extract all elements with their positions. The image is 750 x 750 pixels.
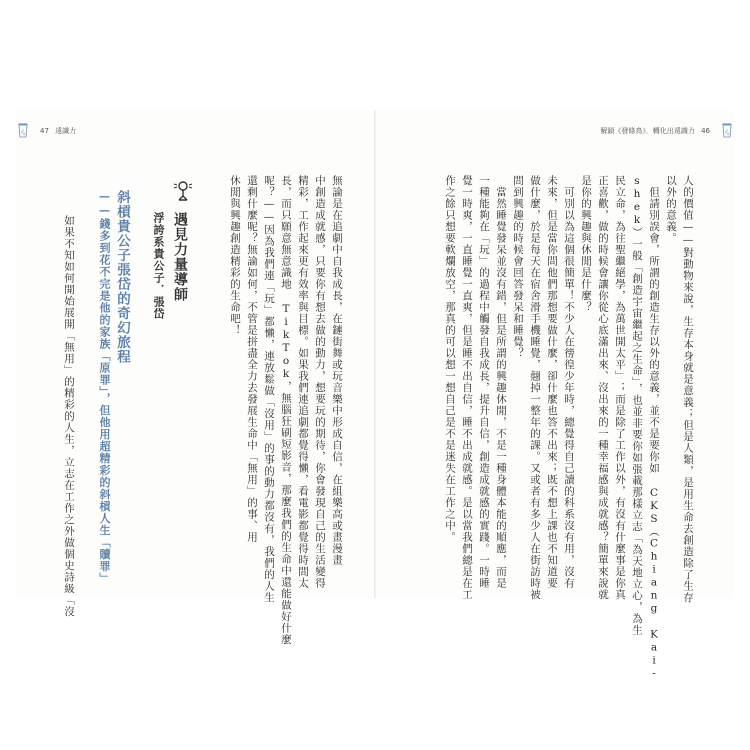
text-column: 無論是在追劇中自我成長，在鏈街舞或玩音樂中形成自信，在組樂高或畫漫畫: [331, 175, 343, 566]
text-column: 精彩，工作起來更有效率與目標。如果我們連追劇都覺得懶，看電影都覺得時間太: [297, 175, 309, 589]
text-column: 民立命，為往聖繼絕學，為萬世開太平」；而是除了工作以外，有沒有什麼事是你真: [614, 175, 626, 601]
text-column: 作之餘只想要軟爛放空，那真的可以想一想自己是不是迷失在工作之中。: [444, 175, 456, 543]
text-column: 還剩什麼呢？無論如何，不管是拼盡全力去發展生命中「無用」的事、用: [246, 175, 258, 543]
cup-icon-left: [18, 122, 28, 138]
page-gutter: [374, 110, 376, 598]
chain-link-icon: [172, 180, 194, 206]
cup-icon-right: [722, 122, 732, 138]
text-column: 覺一時爽，一直睡覺一直爽，但是睡不出自信，睡不出成就感。是以當我們總是在工: [461, 175, 473, 601]
left-page-header: [36, 126, 76, 138]
text-column: 以外的意義。: [665, 175, 677, 244]
right-running-title: 解鎖《發條鳥》．轉化出遠識力: [600, 127, 695, 135]
text-column: 問到興趣的時候會回答發呆和睡覺？: [512, 175, 524, 359]
text-column: shek）一般「創造宇宙繼起之生命」，也並非要你如張載那樣立志「為天地立心，為生: [631, 175, 643, 636]
right-page-number: 46: [701, 127, 710, 135]
text-column: 休閒與興趣創造精彩的生命吧！: [229, 175, 241, 336]
text-column: 人的價值——對動物來說，生存本身就是意義；但是人類，是用生命去創造除了生存: [682, 175, 694, 604]
text-column: 中創造成就感，只要你有想去做的動力，想要玩的期待，你會發現自己的生活變得: [314, 175, 326, 589]
left-page-number: 47: [40, 127, 49, 135]
left-running-title: 遠識力: [55, 127, 77, 135]
text-column: 長，而只願意無意識地 TikTok，無腦狂刷短影音，那麼我們的生命中還能做好什麼: [280, 175, 292, 646]
section-title: 遇見力量導師: [172, 212, 188, 302]
text-column: 是你的興趣與休閒是什麼？: [580, 175, 592, 313]
text-column: 當然睡覺發呆並沒有錯，但是所謂的興趣休閒，不是一種身體本能的順應，而是: [495, 175, 507, 589]
text-column: 正喜歡，做的時候會讓你從心底滿出來、沒出來的一種幸福感與成就感？簡單來說就: [597, 175, 609, 601]
feature-title: 斜槓貴公子張岱的奇幻旅程: [114, 190, 130, 364]
text-column: 呢？——因為我們連「玩」都懶，連放鬆做「沒用」的事的動力都沒有，我們的人生: [263, 175, 275, 604]
text-column: 做什麼，於是每天在宿舍滑手機睡覺，翹掉一整年的課。又或者有多少人在街訪時被: [529, 175, 541, 601]
right-page-header: [600, 126, 714, 138]
text-column: 但請別誤會，所謂的創造生存以外的意義，並不是要你如 CKS（Chiang Kai-: [648, 175, 660, 681]
text-column: 未來，但是當你問他們那想要做什麼，卻什麼也答不出來；既不想上課也不知道要: [546, 175, 558, 589]
feature-subtitle: ——錢多到花不完是他的家族「原罪」，但他用超精彩的斜槓人生「贖罪」: [98, 190, 111, 585]
text-column: 可別以為這個很簡單！不少人在徬徨少年時，總覺得自己讀的科系沒有用，沒有: [563, 175, 575, 589]
section-subtitle: 浮誇系貴公子．張岱: [152, 212, 165, 320]
text-column: 一種能夠在「玩」的過程中觸發自我成長，提升自信，創造成就感的實踐。一時睡: [478, 175, 490, 589]
text-column: 如果不知如何開始展開「無用」的精彩的人生，立志在工作之外做個史詩級「沒: [63, 215, 75, 618]
